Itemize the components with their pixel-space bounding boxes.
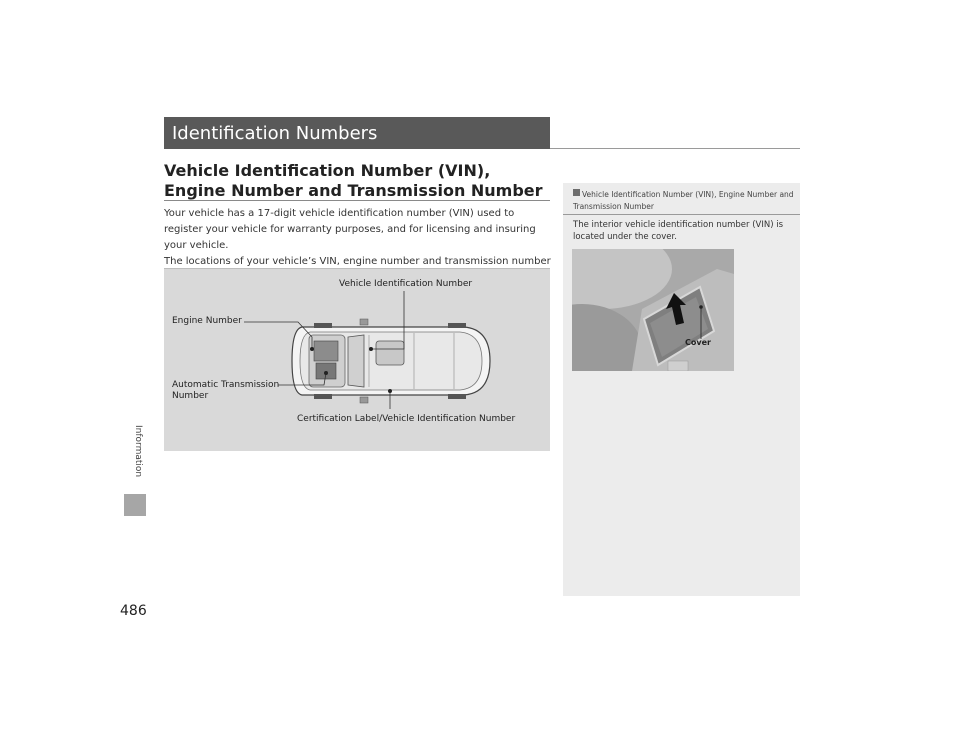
paragraph: The locations of your vehicle’s VIN, engine number and transmission number	[164, 256, 551, 267]
note-heading: Vehicle Identification Number (VIN), Engine Number and Transmission Number	[573, 190, 794, 211]
vin-cover-illustration	[572, 249, 734, 371]
chapter-title: Identification Numbers	[172, 123, 378, 144]
side-note-panel	[563, 183, 800, 596]
note-marker-icon	[573, 189, 580, 196]
section-rule	[164, 200, 550, 201]
chapter-title-bar	[164, 117, 550, 149]
vin-callout: Vehicle Identification Number	[339, 279, 473, 289]
title-rule	[550, 148, 800, 149]
section-tab-marker	[124, 494, 146, 516]
note-rule	[563, 214, 800, 215]
note-body: The interior vehicle identification number (VIN) is located under the cover.	[573, 220, 784, 242]
transmission-number-callout: Automatic Transmission Number	[172, 380, 280, 401]
cover-callout: Cover	[685, 338, 711, 347]
paragraph: Your vehicle has a 17-digit vehicle identification number (VIN) used to register your vehicle for warranty purposes, and for licensing and insuring your vehicle.	[164, 208, 536, 251]
engine-number-callout: Engine Number	[172, 316, 242, 326]
section-title: Vehicle Identification Number (VIN), Engine Number and Transmission Number	[164, 161, 543, 200]
vin-cover-photo	[572, 249, 734, 371]
page-number: 486	[120, 603, 147, 619]
certification-label-callout: Certification Label/Vehicle Identification Number	[297, 414, 516, 424]
vehicle-diagram	[164, 268, 550, 451]
section-tab-label: Information	[133, 425, 143, 478]
